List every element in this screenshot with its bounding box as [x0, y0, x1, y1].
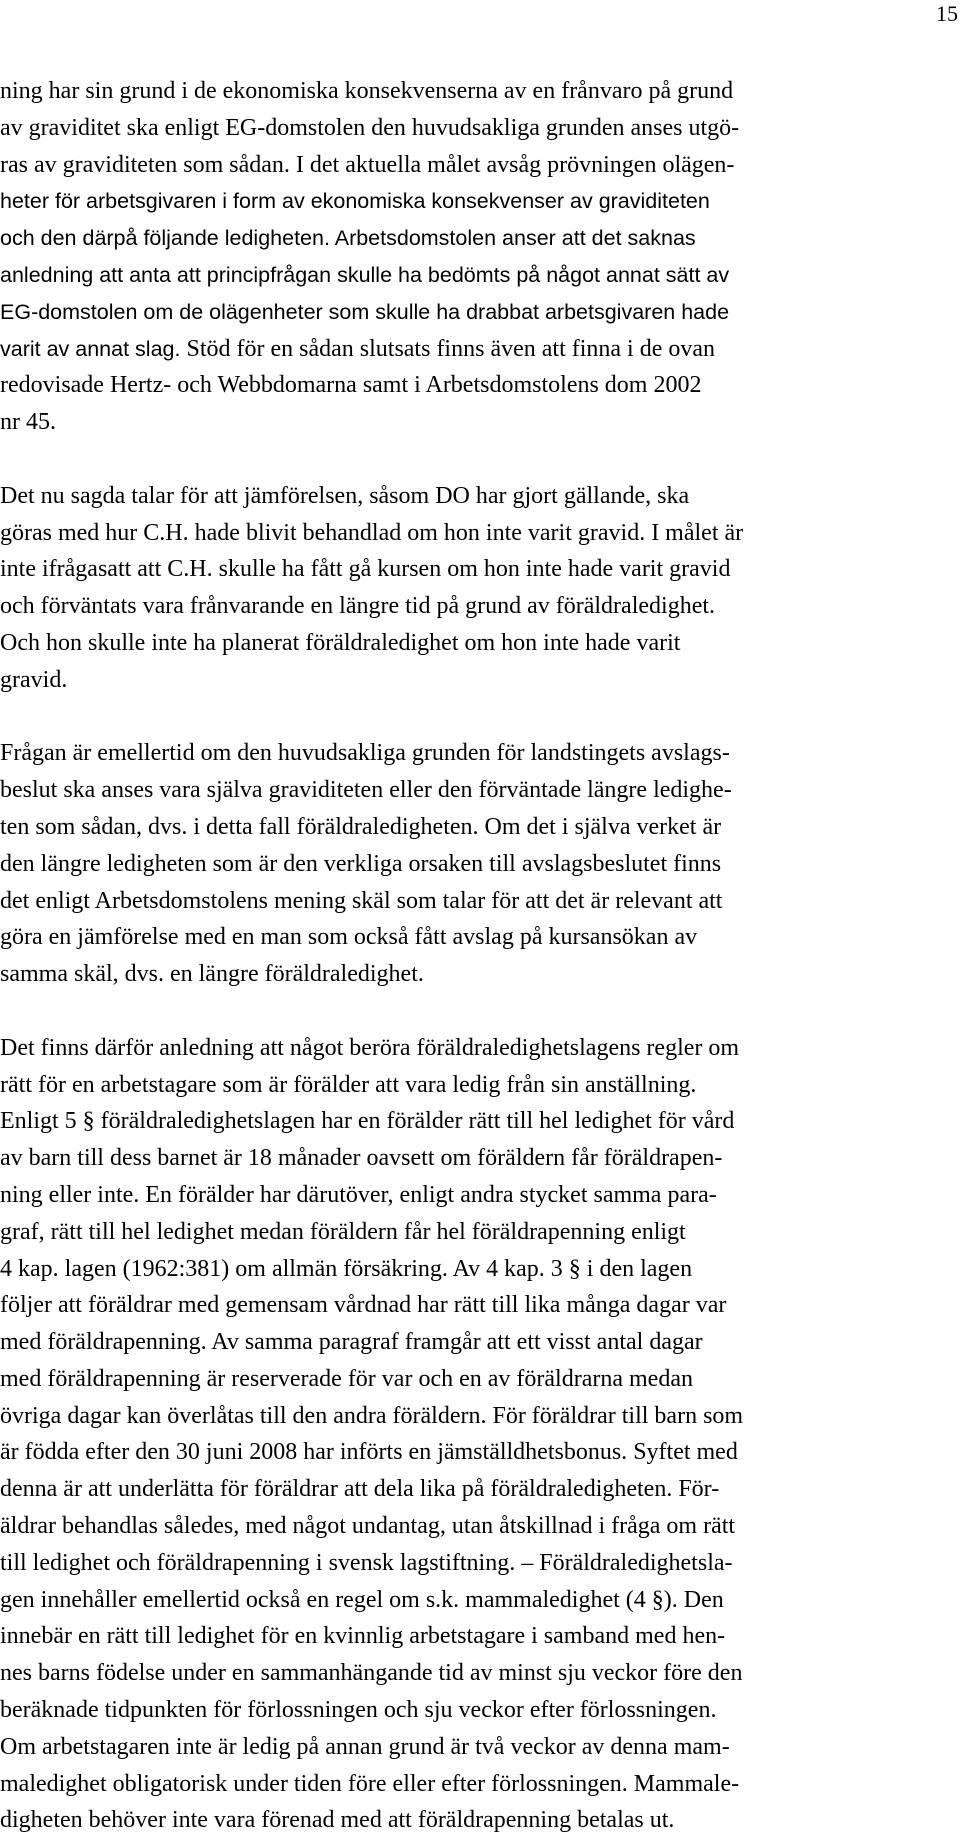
text-segment: nr 45.: [0, 409, 56, 436]
text-segment: Arbetsdomstolen anser att det saknas: [329, 226, 696, 251]
text-line: [0, 1361, 955, 1398]
text-line: [0, 1324, 955, 1361]
text-line: [0, 1802, 955, 1839]
text-segment: gravid.: [0, 666, 68, 693]
text-segment: En förälder har därutöver, enligt andra stycket samma para-: [139, 1181, 717, 1208]
text-line: [0, 772, 955, 809]
paragraph-gap: [0, 993, 955, 1030]
text-line: [0, 183, 955, 220]
text-line: [0, 956, 955, 993]
text-segment: maledighet obligatorisk under tiden före eller efter förlossningen.: [0, 1770, 628, 1797]
text-segment: anledning att anta att principfrågan skulle ha bedömts på något annat sätt av: [0, 262, 730, 287]
text-segment: nes barns födelse under en sammanhängande tid av minst sju veckor före den: [0, 1660, 743, 1687]
paragraph: [0, 478, 955, 699]
text-segment: göras med hur C.H. hade blivit behandlad om hon inte varit gravid. I målet är: [0, 519, 744, 546]
text-line: [0, 1067, 955, 1104]
text-line: [0, 1103, 955, 1140]
text-line: [0, 1140, 955, 1177]
text-segment: Av 4 kap. 3 § i den lagen: [447, 1255, 693, 1282]
text-line: [0, 1508, 955, 1545]
text-segment: Mammale-: [627, 1770, 740, 1797]
text-line: [0, 1398, 955, 1435]
text-segment: är födda efter den 30 juni 2008 har införts en jämställdhetsbonus.: [0, 1439, 628, 1466]
text-segment: gen innehåller emellertid också en regel om s.k. mammaledighet (4 §).: [0, 1586, 678, 1613]
text-line: [0, 1545, 955, 1582]
text-line: [0, 1030, 955, 1067]
text-segment: Det finns därför anledning att något beröra föräldraledighetslagens regler om: [0, 1034, 740, 1061]
paragraph: [0, 73, 955, 441]
text-segment: följer att föräldrar med gemensam vårdnad har rätt till lika många dagar var: [0, 1292, 727, 1319]
text-segment: Stöd för en sådan slutsats finns även att finna i de ovan: [180, 335, 716, 362]
text-line: [0, 515, 955, 552]
text-segment: Frågan är emellertid om den huvudsakliga grunden för landstingets avslags-: [0, 740, 730, 767]
document-body: [0, 73, 955, 1839]
text-line: [0, 1434, 955, 1471]
text-line: [0, 919, 955, 956]
text-segment: beräknade tidpunkten för förlossningen och sju veckor efter förlossningen.: [0, 1697, 717, 1724]
text-segment: innebär en rätt till ledighet för en kvinnlig arbetstagare i samband med hen-: [0, 1623, 726, 1650]
text-segment: och den därpå följande ledigheten.: [0, 226, 330, 251]
text-segment: ning eller inte.: [0, 1181, 140, 1208]
page-number: 15: [936, 1, 958, 26]
text-segment: 4 kap. lagen (1962:381) om allmän försäkring.: [0, 1255, 448, 1282]
paragraph-gap: [0, 441, 955, 478]
text-segment: För-: [672, 1476, 720, 1503]
text-line: [0, 110, 955, 147]
text-line: [0, 809, 955, 846]
text-segment: med föräldrapenning.: [0, 1329, 207, 1356]
text-line: [0, 551, 955, 588]
text-segment: och förväntats vara frånvarande en längre tid på grund av föräldraledighet.: [0, 593, 716, 620]
text-segment: med föräldrapenning är reserverade för var och en av föräldrarna medan: [0, 1365, 693, 1392]
text-segment: ras av graviditeten som sådan. I det aktuella målet avsåg prövningen olägen-: [0, 151, 735, 178]
text-line: [0, 147, 955, 184]
paragraph: [0, 735, 955, 993]
text-segment: äldrar behandlas således, med något undantag, utan åtskillnad i fråga om rätt: [0, 1513, 736, 1540]
text-line: [0, 367, 955, 404]
text-line: [0, 1655, 955, 1692]
text-segment: rätt för en arbetstagare som är förälder att vara ledig från sin anställning.: [0, 1071, 697, 1098]
text-segment: redovisade Hertz- och Webbdomarna samt i Arbetsdomstolens dom 2002: [0, 372, 702, 399]
text-segment: digheten behöver inte vara förenad med att föräldrapenning betalas ut.: [0, 1807, 675, 1834]
text-line: [0, 735, 955, 772]
text-segment: Syftet med: [627, 1439, 738, 1466]
text-line: [0, 1618, 955, 1655]
text-segment: det enligt Arbetsdomstolens mening skäl som talar för att det är relevant att: [0, 887, 723, 914]
text-line: [0, 73, 955, 110]
text-segment: ning har sin grund i de ekonomiska konsekvenserna av en frånvaro på grund: [0, 78, 734, 104]
text-line: [0, 1251, 955, 1288]
text-line: [0, 1729, 955, 1766]
text-line: [0, 1582, 955, 1619]
text-segment: Det nu sagda talar för att jämförelsen, såsom DO har gjort gällande, ska: [0, 482, 690, 509]
text-line: [0, 404, 955, 441]
text-segment: ten som sådan, dvs. i detta fall föräldraledigheten.: [0, 813, 479, 840]
text-segment: göra en jämförelse med en man som också fått avslag på kursansökan av: [0, 924, 698, 951]
text-segment: denna är att underlätta för föräldrar att dela lika på föräldraledigheten.: [0, 1476, 673, 1503]
text-line: [0, 625, 955, 662]
text-line: [0, 883, 955, 920]
text-segment: heter för arbetsgivaren i form av ekonomiska konsekvenser av graviditeten: [0, 189, 710, 214]
text-segment: av barn till dess barnet är 18 månader oavsett om föräldern får föräldrapen-: [0, 1145, 723, 1172]
text-segment: till ledighet och föräldrapenning i svensk lagstiftning.: [0, 1549, 516, 1576]
text-line: [0, 1214, 955, 1251]
text-segment: Om det i själva verket är: [478, 813, 722, 840]
text-segment: inte ifrågasatt att C.H. skulle ha fått gå kursen om hon inte hade varit gravid: [0, 556, 731, 583]
text-segment: beslut ska anses vara själva graviditeten eller den förväntade längre ledighe-: [0, 777, 732, 804]
text-segment: – Föräldraledighetsla-: [515, 1549, 733, 1576]
text-line: [0, 1177, 955, 1214]
text-segment: Om arbetstagaren inte är ledig på annan grund är två veckor av denna mam-: [0, 1733, 730, 1760]
text-segment: samma skäl, dvs. en längre föräldraledighet.: [0, 961, 424, 988]
text-line: [0, 257, 955, 294]
text-segment: För föräldrar till barn som: [486, 1402, 744, 1429]
text-line: [0, 478, 955, 515]
text-line: [0, 1766, 955, 1803]
paragraph-gap: [0, 699, 955, 736]
text-line: [0, 588, 955, 625]
text-line: [0, 846, 955, 883]
paragraph: [0, 1030, 955, 1839]
text-segment: övriga dagar kan överlåtas till den andra föräldern.: [0, 1402, 487, 1429]
text-segment: Den: [677, 1586, 724, 1613]
text-segment: EG-domstolen om de olägenheter som skulle ha drabbat arbetsgivaren hade: [0, 299, 730, 324]
text-line: [0, 1471, 955, 1508]
text-segment: den längre ledigheten som är den verkliga orsaken till avslagsbeslutet finns: [0, 850, 722, 877]
text-line: [0, 662, 955, 699]
text-segment: Och hon skulle inte ha planerat föräldraledighet om hon inte hade varit: [0, 629, 681, 656]
text-line: [0, 331, 955, 368]
text-segment: Av samma paragraf framgår att ett visst antal dagar: [206, 1329, 703, 1356]
text-line: [0, 1692, 955, 1729]
text-line: [0, 1287, 955, 1324]
text-segment: graf, rätt till hel ledighet medan föräldern får hel föräldrapenning enligt: [0, 1218, 686, 1245]
text-segment: Enligt 5 § föräldraledighetslagen har en förälder rätt till hel ledighet för vård: [0, 1108, 735, 1135]
text-line: [0, 220, 955, 257]
text-segment: varit av annat slag.: [0, 336, 181, 361]
text-segment: av graviditet ska enligt EG-domstolen den huvudsakliga grunden anses utgö-: [0, 114, 740, 141]
text-line: [0, 294, 955, 331]
